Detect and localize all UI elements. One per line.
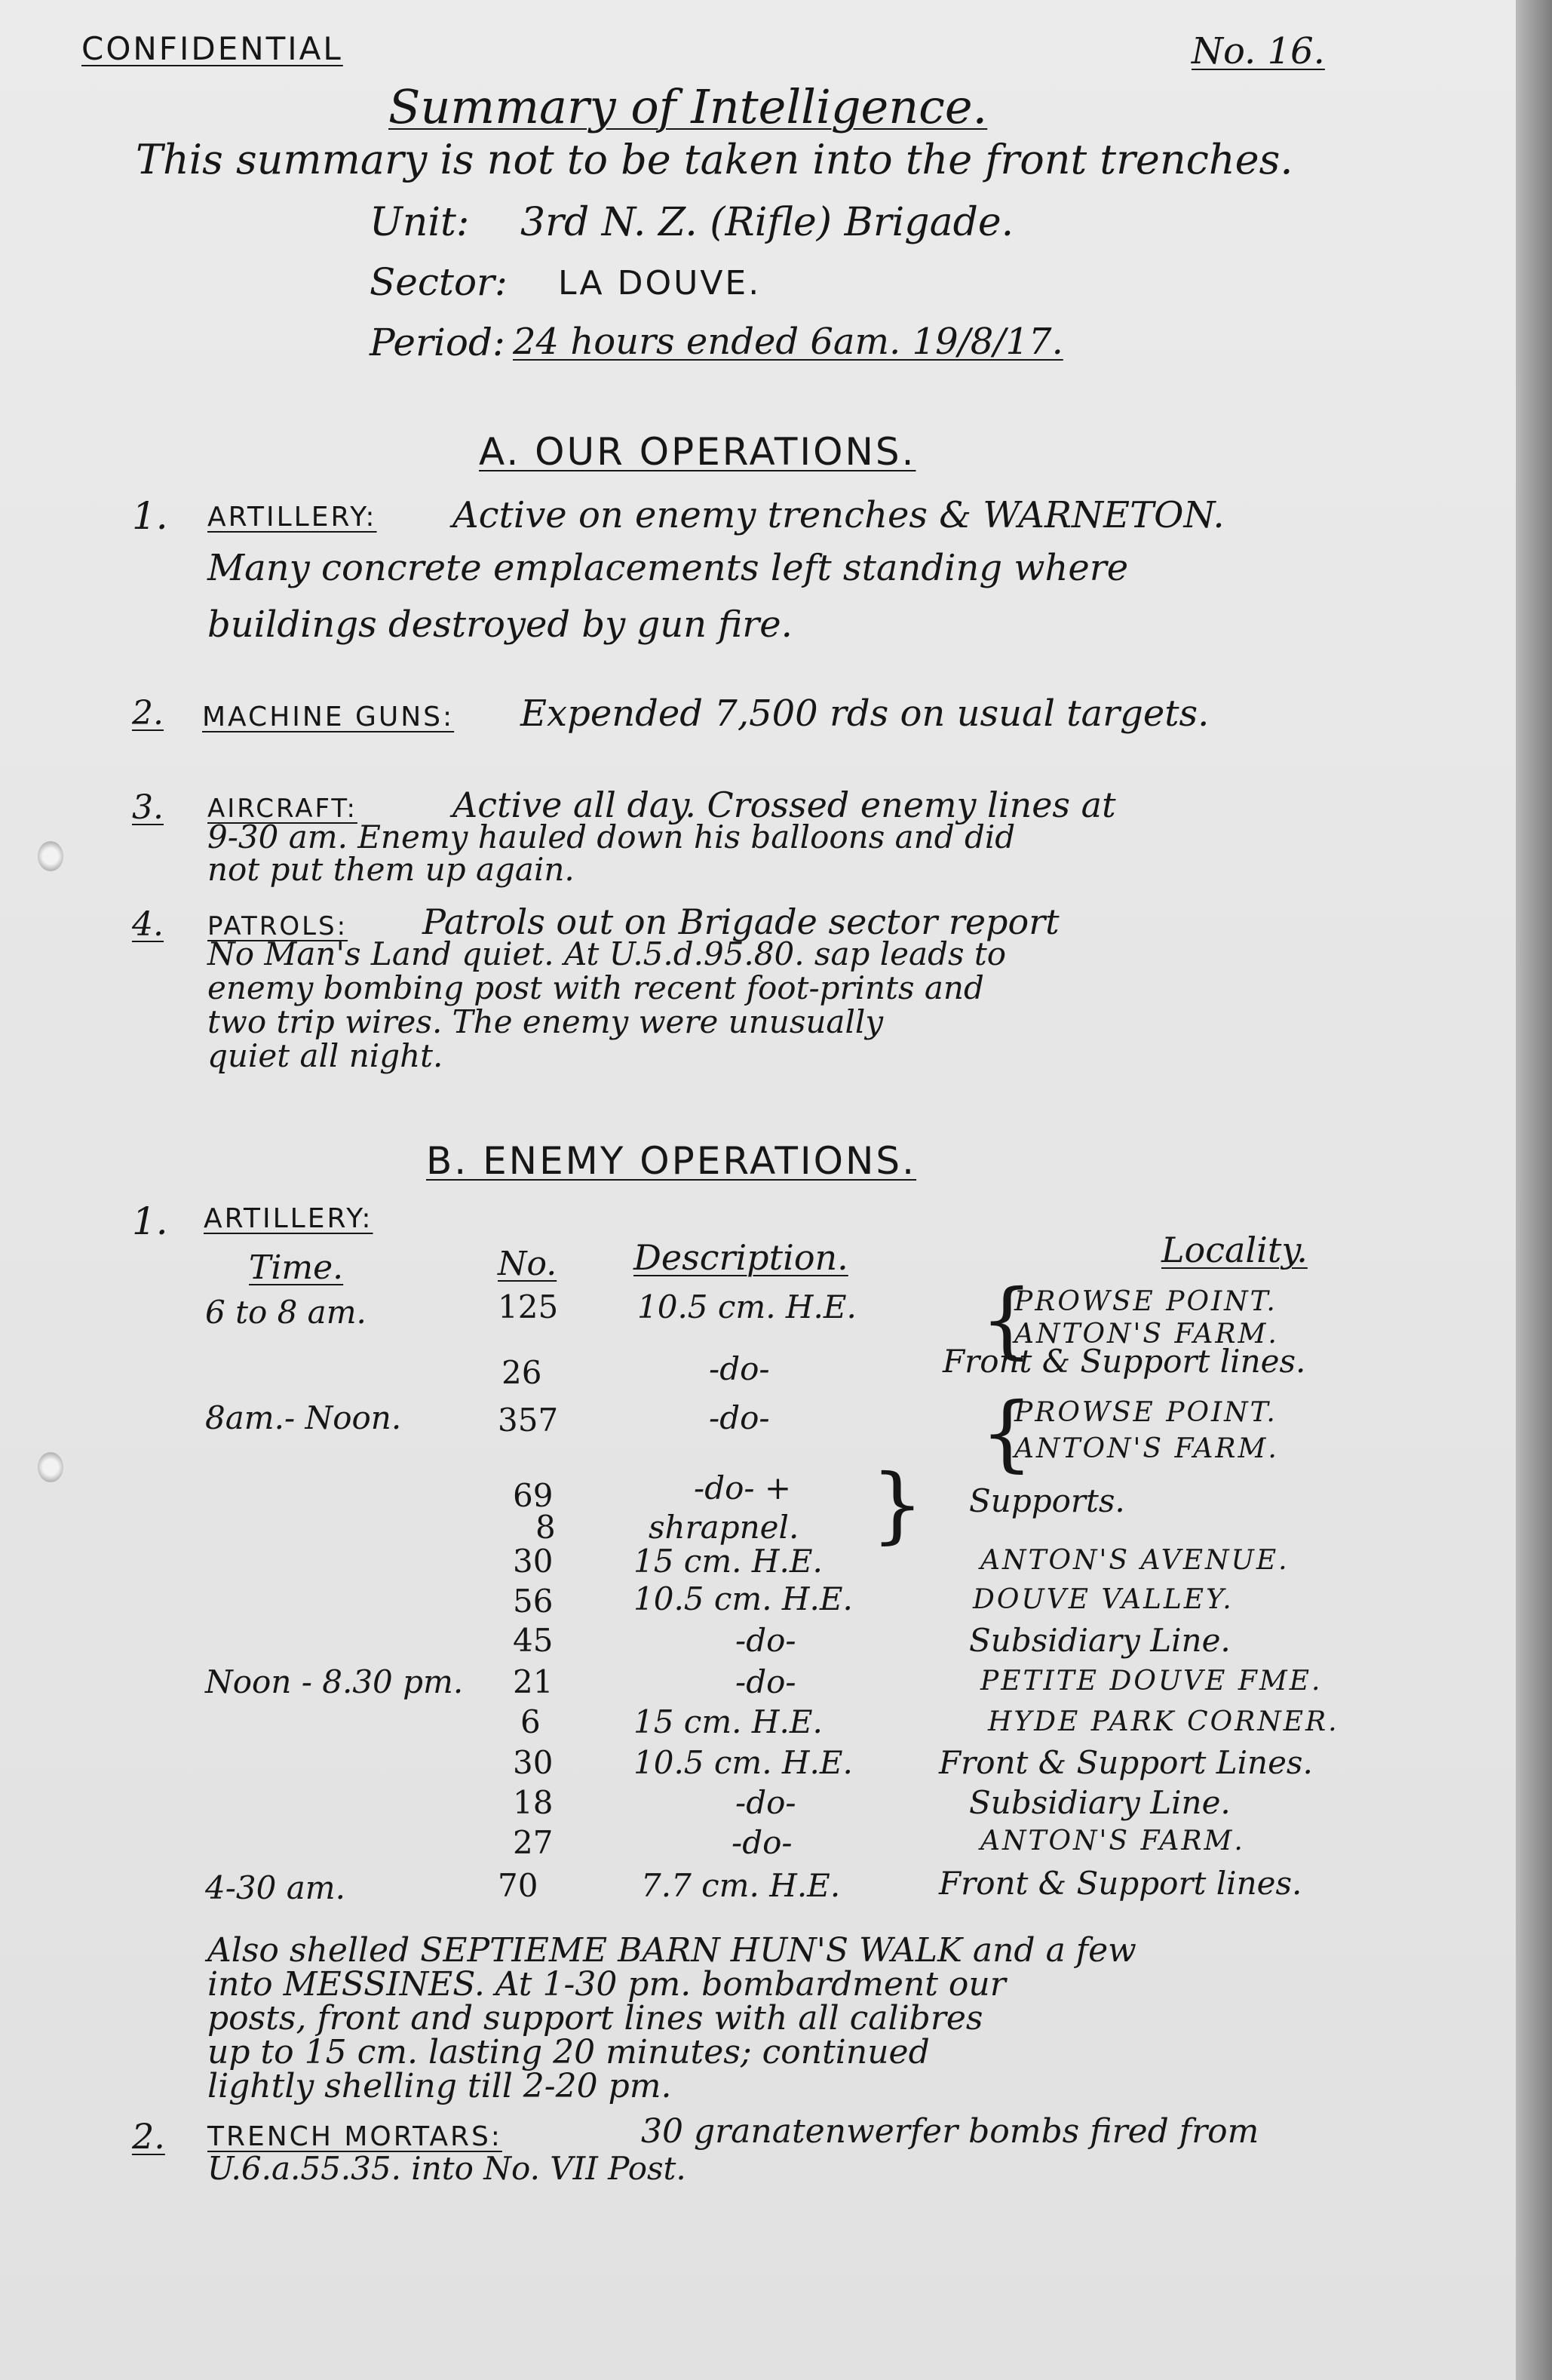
item-text-line: buildings destroyed by gun fire. — [207, 603, 793, 646]
table-cell-description: shrapnel. — [649, 1509, 799, 1546]
table-cell-description: -do- — [732, 1824, 793, 1861]
table-cell-number: 26 — [501, 1354, 542, 1391]
item-label: AIRCRAFT: — [207, 794, 357, 824]
table-cell-locality: Subsidiary Line. — [969, 1622, 1231, 1659]
table-cell-time: Noon - 8.30 pm. — [205, 1663, 464, 1700]
brace-mark: { — [980, 1384, 1033, 1481]
brace-mark: } — [871, 1456, 924, 1552]
column-header-description: Description. — [633, 1237, 848, 1278]
table-cell-number: 21 — [513, 1663, 554, 1700]
table-cell-number: 30 — [513, 1744, 554, 1781]
table-cell-locality: ANTON'S FARM. — [1014, 1319, 1279, 1350]
punch-hole — [38, 841, 63, 871]
table-cell-number: 30 — [513, 1543, 554, 1580]
table-cell-description: 15 cm. H.E. — [633, 1543, 823, 1580]
table-cell-number: 125 — [498, 1288, 559, 1325]
period-label: Period: — [370, 321, 505, 364]
unit-value: 3rd N. Z. (Rifle) Brigade. — [520, 200, 1014, 245]
trench-mortars-label: TRENCH MORTARS: — [207, 2121, 502, 2152]
table-cell-time: 8am.- Noon. — [205, 1399, 402, 1436]
notes-line: up to 15 cm. lasting 20 minutes; continued — [207, 2033, 930, 2071]
table-cell-locality: PROWSE POINT. — [1014, 1397, 1277, 1428]
column-header-number: No. — [498, 1245, 557, 1283]
notes-line: into MESSINES. At 1-30 pm. bombardment our — [207, 1965, 1006, 2004]
table-cell-description: -do- — [709, 1399, 770, 1436]
item-text-line: No Man's Land quiet. At U.5.d.95.80. sap leads to — [207, 935, 1007, 972]
table-cell-locality: ANTON'S FARM. — [1014, 1433, 1279, 1464]
sector-label: Sector: — [370, 260, 508, 304]
table-cell-locality: Subsidiary Line. — [969, 1784, 1231, 1821]
table-cell-number: 18 — [513, 1784, 554, 1821]
table-cell-locality: Front & Support lines. — [943, 1343, 1306, 1380]
item-text-line: Many concrete emplacements left standing where — [207, 547, 1129, 589]
table-cell-number: 6 — [520, 1703, 541, 1740]
table-cell-description: -do- + — [694, 1469, 792, 1506]
table-cell-description: 7.7 cm. H.E. — [641, 1867, 841, 1904]
period-value: 24 hours ended 6am. 19/8/17. — [513, 321, 1063, 363]
document-number: No. 16. — [1192, 30, 1325, 72]
notes-line: lightly shelling till 2-20 pm. — [207, 2067, 672, 2105]
table-cell-time: 6 to 8 am. — [205, 1294, 367, 1331]
item-text-line: two trip wires. The enemy were unusually — [207, 1003, 884, 1040]
table-cell-locality: PETITE DOUVE FME. — [980, 1666, 1323, 1697]
item-label: PATROLS: — [207, 911, 348, 941]
sector-value: LA DOUVE. — [558, 264, 762, 302]
table-cell-description: 10.5 cm. H.E. — [637, 1288, 857, 1325]
table-cell-description: -do- — [735, 1663, 796, 1700]
table-cell-locality: ANTON'S FARM. — [980, 1826, 1245, 1856]
item-label: MACHINE GUNS: — [202, 702, 455, 732]
item-label: ARTILLERY: — [207, 502, 377, 533]
unit-label: Unit: — [370, 200, 470, 245]
item-number: 4. — [132, 905, 164, 944]
table-cell-time: 4-30 am. — [205, 1869, 345, 1906]
enemy-artillery-label: ARTILLERY: — [204, 1203, 373, 1234]
notes-line: posts, front and support lines with all calibres — [207, 1999, 983, 2038]
column-header-locality: Locality. — [1161, 1230, 1308, 1270]
table-cell-description: 10.5 cm. H.E. — [633, 1580, 853, 1617]
table-cell-number: 45 — [513, 1622, 554, 1659]
item-number: 1. — [132, 1199, 168, 1243]
table-cell-description: -do- — [709, 1350, 770, 1387]
item-text-line: Patrols out on Brigade sector report — [422, 901, 1060, 942]
column-header-time: Time. — [249, 1248, 344, 1287]
table-cell-description: -do- — [735, 1784, 796, 1821]
table-cell-number: 56 — [513, 1583, 554, 1620]
item-number: 2. — [132, 694, 164, 732]
table-cell-number: 8 — [535, 1509, 556, 1546]
brace-mark: { — [980, 1271, 1033, 1368]
table-cell-locality: Supports. — [969, 1482, 1125, 1519]
table-cell-locality: PROWSE POINT. — [1014, 1286, 1277, 1317]
page-edge-shadow — [1516, 0, 1552, 2380]
table-cell-locality: Front & Support lines. — [939, 1865, 1302, 1902]
table-cell-locality: Front & Support Lines. — [939, 1744, 1313, 1781]
table-cell-number: 69 — [513, 1477, 554, 1514]
item-text-line: Active on enemy trenches & WARNETON. — [452, 494, 1225, 536]
item-text-line: enemy bombing post with recent foot-prints and — [207, 969, 984, 1006]
table-cell-number: 27 — [513, 1824, 554, 1861]
section-b-heading: B. ENEMY OPERATIONS. — [426, 1139, 917, 1183]
punch-hole — [38, 1452, 63, 1482]
item-text-line: Active all day. Crossed enemy lines at — [452, 785, 1116, 825]
document-title: Summary of Intelligence. — [388, 79, 988, 134]
table-cell-number: 357 — [498, 1402, 559, 1439]
item-number: 2. — [132, 2116, 165, 2157]
table-cell-locality: DOUVE VALLEY. — [973, 1584, 1234, 1615]
table-cell-description: 15 cm. H.E. — [633, 1703, 823, 1740]
trench-mortars-text: U.6.a.55.35. into No. VII Post. — [207, 2150, 686, 2187]
item-number: 3. — [132, 788, 164, 827]
table-cell-number: 70 — [498, 1867, 538, 1904]
item-text-line: not put them up again. — [207, 851, 575, 888]
classification-marking: CONFIDENTIAL — [81, 30, 343, 67]
notes-line: Also shelled SEPTIEME BARN HUN'S WALK and a few — [207, 1931, 1136, 1970]
table-cell-description: 10.5 cm. H.E. — [633, 1744, 853, 1781]
section-a-heading: A. OUR OPERATIONS. — [479, 430, 916, 474]
item-text-line: 9-30 am. Enemy hauled down his balloons and did — [207, 818, 1016, 855]
item-text-line: quiet all night. — [207, 1037, 443, 1074]
item-number: 1. — [132, 494, 168, 538]
trench-mortars-text: 30 granatenwerfer bombs fired from — [641, 2112, 1259, 2151]
distribution-notice: This summary is not to be taken into the front trenches. — [136, 136, 1293, 183]
table-cell-locality: HYDE PARK CORNER. — [988, 1706, 1339, 1737]
item-text-line: Expended 7,500 rds on usual targets. — [520, 693, 1210, 735]
table-cell-description: -do- — [735, 1622, 796, 1659]
table-cell-locality: ANTON'S AVENUE. — [980, 1545, 1290, 1576]
